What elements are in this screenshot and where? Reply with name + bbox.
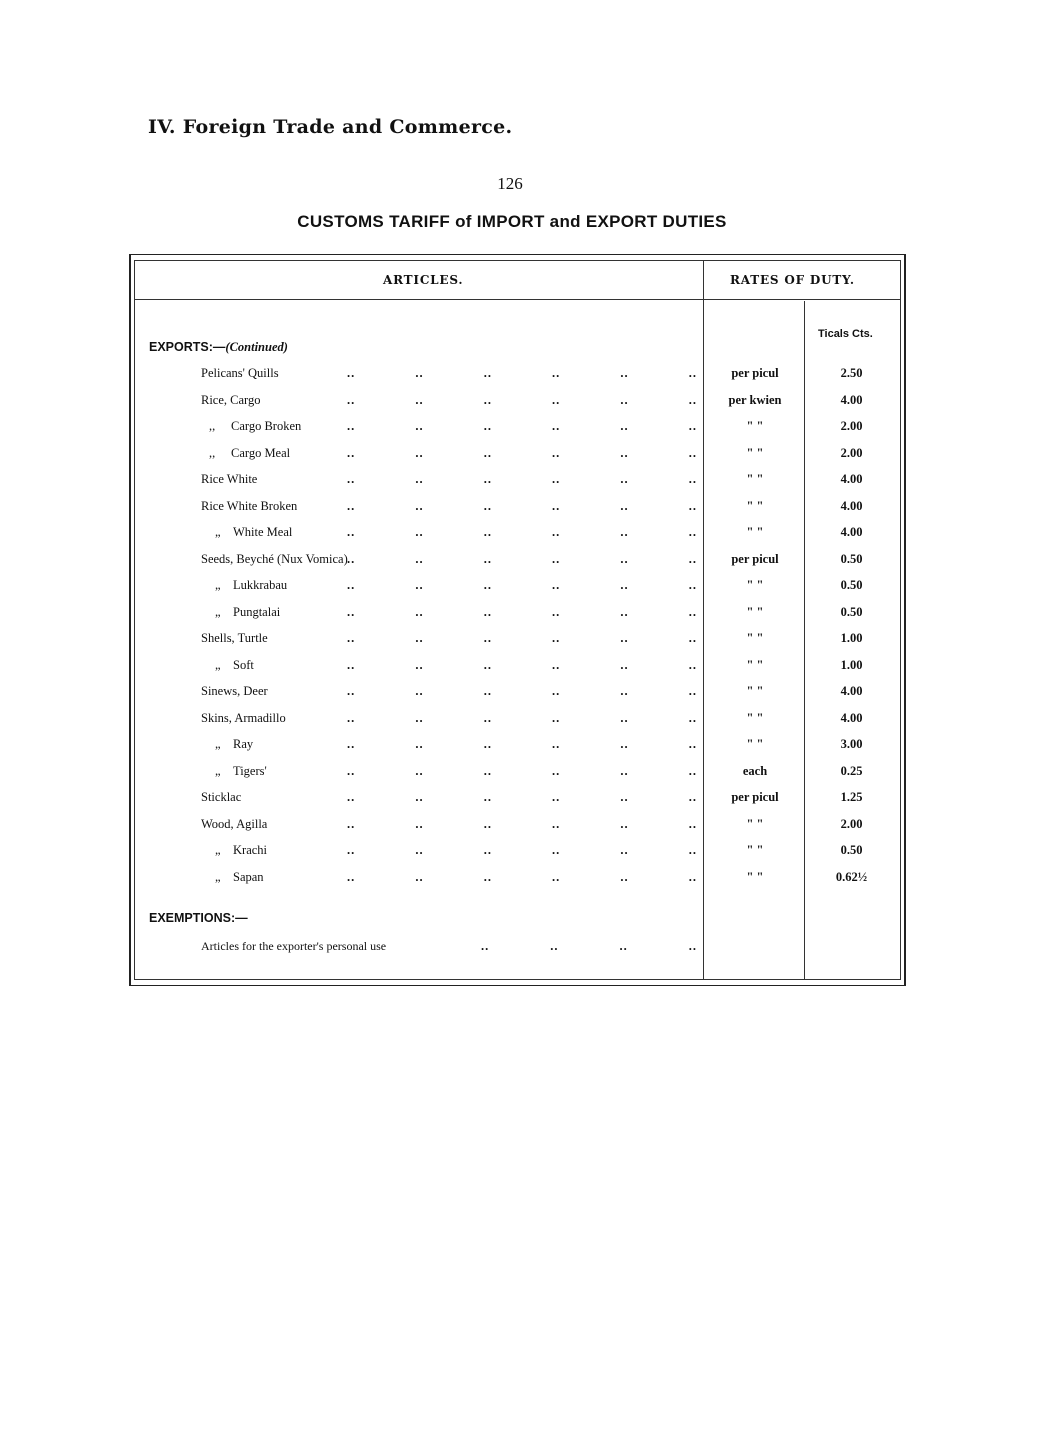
table-row: [129, 843, 906, 869]
article-name: [201, 446, 290, 461]
rate-cell: " ": [746, 631, 764, 645]
article-name: [201, 419, 301, 434]
leader-dots: ..: [415, 790, 424, 804]
leader-dots: ..: [688, 710, 697, 725]
table-row: [129, 552, 906, 578]
group-exports-note: (Continued): [225, 340, 288, 354]
leader-dots: ..: [415, 578, 424, 592]
leader-dots: ..: [552, 445, 561, 460]
leader-dots: ..: [552, 366, 561, 380]
leader-dots: ..: [620, 763, 629, 778]
leader-dots: ..: [688, 551, 697, 566]
rate-cell: each: [742, 763, 768, 778]
leader-dots: ..: [347, 710, 356, 725]
rate-cell: " ": [746, 843, 764, 857]
leader-dots-row: [347, 419, 697, 434]
rate-cell: " ": [746, 710, 764, 725]
leader-dots: ..: [688, 604, 697, 619]
rate-cell: " ": [746, 472, 764, 486]
article-name: [201, 870, 264, 885]
leader-dots-row: [347, 790, 697, 805]
article-label: Rice White Broken: [201, 498, 298, 513]
leader-dots: ..: [483, 737, 492, 751]
rate-cell: " ": [746, 604, 764, 619]
table-row: [129, 525, 906, 551]
leader-dots: ..: [552, 578, 561, 592]
leader-dots-row: [347, 631, 697, 646]
article-label: Rice White: [201, 472, 258, 486]
leader-dots: ..: [620, 631, 629, 645]
group-exports-label: EXPORTS:—: [149, 340, 226, 354]
leader-dots: ..: [347, 684, 356, 698]
rate-cell: " ": [746, 816, 764, 831]
group-exemptions: EXEMPTIONS:—: [149, 911, 248, 925]
duty-cell: 2.50: [840, 366, 863, 380]
article-name: [201, 764, 267, 779]
leader-dots: ..: [620, 869, 629, 884]
leader-dots-row: [347, 737, 697, 752]
rate-cell: " ": [746, 498, 764, 513]
leader-dots: ..: [483, 472, 492, 486]
leader-dots: ..: [688, 445, 697, 460]
leader-dots-row: [347, 393, 697, 408]
ditto-mark: „: [215, 737, 221, 751]
leader-dots: ..: [620, 604, 629, 619]
leader-dots: ..: [552, 790, 561, 804]
leader-dots: ..: [688, 419, 697, 433]
leader-dots: ..: [688, 816, 697, 831]
rate-cell: per picul: [731, 790, 779, 804]
leader-dots: ..: [552, 684, 561, 698]
duty-cell: 1.00: [840, 631, 863, 645]
article-name: [201, 393, 260, 408]
article-name: [201, 737, 253, 752]
leader-dots: ..: [620, 551, 629, 566]
duty-cell: 2.00: [840, 445, 863, 460]
leader-dots: ..: [347, 392, 356, 407]
leader-dots: ..: [347, 419, 356, 433]
leader-dots: ..: [483, 763, 492, 778]
leader-dots: ..: [483, 869, 492, 884]
leader-dots: ..: [347, 525, 356, 539]
leader-dots: ..: [483, 657, 492, 672]
leader-dots: ..: [415, 816, 424, 831]
leader-dots-row: [347, 764, 697, 779]
leader-dots: ..: [620, 684, 629, 698]
leader-dots-row: [347, 366, 697, 381]
leader-dots: ..: [483, 419, 492, 433]
leader-dots: ..: [620, 816, 629, 831]
duty-cell: 4.00: [840, 498, 863, 513]
leader-dots: ..: [688, 498, 697, 513]
leader-dots: ..: [620, 710, 629, 725]
leader-dots: ..: [552, 604, 561, 619]
leader-dots: ..: [347, 472, 356, 486]
duty-cell: 4.00: [840, 525, 863, 539]
rate-cell: " ": [746, 578, 764, 592]
leader-dots: ..: [483, 445, 492, 460]
leader-dots: ..: [688, 525, 697, 539]
leader-dots: ..: [620, 392, 629, 407]
article-name: [201, 525, 292, 540]
article-name: [201, 631, 268, 646]
ditto-mark: „: [215, 763, 221, 778]
table-row: [129, 446, 906, 472]
leader-dots: ..: [620, 790, 629, 804]
leader-dots: ..: [620, 737, 629, 751]
leader-dots: ..: [620, 445, 629, 460]
article-name: [201, 552, 348, 567]
leader-dots: ..: [347, 816, 356, 831]
rate-cell: " ": [746, 419, 764, 433]
table-row: [129, 631, 906, 657]
article-label: Tigers': [233, 763, 267, 778]
duty-cell: 0.50: [840, 578, 863, 592]
leader-dots: ..: [552, 419, 561, 433]
leader-dots: ..: [415, 710, 424, 725]
ditto-mark: ,,: [209, 445, 216, 460]
leader-dots: ..: [415, 843, 424, 857]
leader-dots: ..: [620, 419, 629, 433]
ditto-mark: „: [215, 843, 221, 857]
article-name: [201, 843, 267, 858]
ditto-mark: „: [215, 869, 221, 884]
tariff-table: [129, 254, 906, 986]
leader-dots: ..: [552, 737, 561, 751]
leader-dots-row: [347, 578, 697, 593]
leader-dots: ..: [620, 498, 629, 513]
article-label: Cargo Meal: [231, 445, 291, 460]
leader-dots: ..: [415, 604, 424, 619]
article-label: Rice, Cargo: [201, 392, 261, 407]
leader-dots: ..: [483, 551, 492, 566]
leader-dots-row: [347, 711, 697, 726]
article-name: [201, 684, 268, 699]
article-name: [201, 790, 241, 805]
leader-dots: ..: [620, 525, 629, 539]
duty-cell: 2.00: [840, 816, 863, 831]
article-label: Sapan: [233, 869, 264, 884]
article-label: Sinews, Deer: [201, 684, 268, 698]
duty-cell: 4.00: [840, 472, 863, 486]
table-row: [129, 605, 906, 631]
leader-dots: ..: [552, 843, 561, 857]
table-row: [129, 684, 906, 710]
leader-dots: ..: [483, 392, 492, 407]
leader-dots: ..: [688, 392, 697, 407]
article-label: Pungtalai: [233, 604, 281, 619]
leader-dots: ..: [415, 869, 424, 884]
leader-dots: ..: [483, 604, 492, 619]
column-header-rates: RATES OF DUTY.: [730, 273, 855, 287]
leader-dots: ..: [347, 843, 356, 857]
leader-dots-row: [347, 870, 697, 885]
leader-dots: ..: [552, 816, 561, 831]
leader-dots: ..: [483, 578, 492, 592]
leader-dots: ..: [550, 939, 559, 953]
leader-dots: ..: [347, 869, 356, 884]
leader-dots: ..: [688, 763, 697, 778]
leader-dots-row: [347, 499, 697, 514]
leader-dots: ..: [688, 684, 697, 698]
article-name: [201, 578, 287, 593]
article-label: Wood, Agilla: [201, 816, 268, 831]
duty-cell: 0.50: [840, 551, 863, 566]
leader-dots: ..: [688, 578, 697, 592]
leader-dots: ..: [688, 939, 697, 953]
table-row: [129, 817, 906, 843]
leader-dots: ..: [415, 551, 424, 566]
leader-dots-row: [347, 817, 697, 832]
article-label: Cargo Broken: [231, 419, 302, 433]
leader-dots: ..: [347, 631, 356, 645]
leader-dots-row: [347, 525, 697, 540]
leader-dots: ..: [347, 657, 356, 672]
rate-cell: per picul: [731, 366, 779, 380]
leader-dots-row: [347, 605, 697, 620]
leader-dots: ..: [552, 551, 561, 566]
article-label: Soft: [233, 657, 254, 672]
leader-dots: ..: [552, 657, 561, 672]
ditto-mark: „: [215, 525, 221, 539]
article-label: Pelicans' Quills: [201, 366, 279, 380]
leader-dots-row: [347, 552, 697, 567]
leader-dots: ..: [619, 939, 628, 953]
leader-dots-row: [347, 658, 697, 673]
exemption-item: Articles for the exporter's personal use: [201, 939, 387, 953]
leader-dots: ..: [483, 710, 492, 725]
duty-cell: 0.50: [840, 604, 863, 619]
leader-dots: ..: [415, 525, 424, 539]
table-row: [129, 870, 906, 896]
leader-dots: ..: [415, 737, 424, 751]
article-name: [201, 366, 279, 381]
leader-dots: ..: [483, 790, 492, 804]
leader-dots-row: [347, 446, 697, 461]
group-exports: [149, 340, 288, 355]
leader-dots: ..: [552, 525, 561, 539]
leader-dots: ..: [347, 737, 356, 751]
leader-dots: ..: [688, 472, 697, 486]
article-label: Lukkrabau: [233, 578, 288, 592]
ditto-mark: „: [215, 578, 221, 592]
leader-dots: ..: [415, 657, 424, 672]
leader-dots: ..: [552, 498, 561, 513]
units-label: Ticals Cts.: [818, 328, 873, 340]
article-label: Seeds, Beyché (Nux Vomica): [201, 551, 348, 566]
rate-cell: per picul: [731, 551, 779, 566]
leader-dots: ..: [415, 366, 424, 380]
article-name: [201, 658, 254, 673]
duty-cell: 1.25: [840, 790, 863, 804]
exemption-leaders: [481, 939, 697, 954]
rate-cell: " ": [746, 737, 764, 751]
table-row: [129, 366, 906, 392]
leader-dots: ..: [347, 445, 356, 460]
leader-dots: ..: [552, 392, 561, 407]
duty-cell: 2.00: [840, 419, 863, 433]
leader-dots: ..: [552, 763, 561, 778]
duty-cell: 4.00: [840, 684, 863, 698]
leader-dots: ..: [415, 631, 424, 645]
table-row: [129, 711, 906, 737]
leader-dots: ..: [688, 843, 697, 857]
leader-dots: ..: [620, 843, 629, 857]
leader-dots: ..: [620, 472, 629, 486]
leader-dots: ..: [347, 604, 356, 619]
duty-cell: 0.62½: [835, 869, 868, 884]
leader-dots: ..: [620, 657, 629, 672]
rate-cell: " ": [746, 525, 764, 539]
leader-dots: ..: [483, 843, 492, 857]
ditto-mark: ,,: [209, 419, 216, 433]
article-name: [201, 472, 257, 487]
leader-dots: ..: [347, 498, 356, 513]
leader-dots: ..: [415, 419, 424, 433]
article-label: White Meal: [233, 525, 293, 539]
leader-dots: ..: [483, 631, 492, 645]
ditto-mark: „: [215, 657, 221, 672]
article-name: [201, 499, 297, 514]
article-label: Shells, Turtle: [201, 631, 268, 645]
leader-dots: ..: [620, 578, 629, 592]
article-label: Krachi: [233, 843, 268, 857]
leader-dots: ..: [347, 763, 356, 778]
leader-dots: ..: [347, 790, 356, 804]
article-label: Skins, Armadillo: [201, 710, 286, 725]
leader-dots: ..: [620, 366, 629, 380]
leader-dots: ..: [688, 737, 697, 751]
leader-dots: ..: [483, 816, 492, 831]
leader-dots-row: [347, 472, 697, 487]
duty-cell: 4.00: [840, 710, 863, 725]
table-row: [129, 472, 906, 498]
table-row: [129, 764, 906, 790]
leader-dots: ..: [415, 763, 424, 778]
leader-dots: ..: [688, 869, 697, 884]
leader-dots: ..: [481, 939, 490, 953]
table-row: [129, 499, 906, 525]
leader-dots: ..: [688, 366, 697, 380]
leader-dots: ..: [483, 498, 492, 513]
ditto-mark: „: [215, 604, 221, 619]
article-name: [201, 817, 267, 832]
article-name: [201, 711, 286, 726]
table-row: [129, 393, 906, 419]
leader-dots: ..: [347, 578, 356, 592]
leader-dots: ..: [552, 631, 561, 645]
leader-dots: ..: [483, 525, 492, 539]
leader-dots: ..: [415, 392, 424, 407]
header-rule: [134, 299, 901, 300]
duty-cell: 1.00: [840, 657, 863, 672]
table-row: [129, 578, 906, 604]
rate-cell: " ": [746, 657, 764, 672]
table-row: [129, 419, 906, 445]
table-row: [129, 658, 906, 684]
column-header-articles: ARTICLES.: [383, 273, 464, 287]
table-row: [129, 737, 906, 763]
rate-cell: " ": [746, 869, 764, 884]
article-label: Ray: [233, 737, 254, 751]
leader-dots: ..: [552, 710, 561, 725]
leader-dots: ..: [688, 657, 697, 672]
leader-dots: ..: [552, 869, 561, 884]
article-label: Sticklac: [201, 790, 242, 804]
tariff-title: CUSTOMS TARIFF of IMPORT and EXPORT DUTIES: [297, 212, 727, 231]
leader-dots: ..: [415, 445, 424, 460]
leader-dots: ..: [347, 551, 356, 566]
duty-cell: 0.50: [840, 843, 863, 857]
rate-cell: per kwien: [728, 392, 782, 407]
leader-dots: ..: [688, 790, 697, 804]
rate-cell: " ": [746, 445, 764, 460]
leader-dots-row: [347, 684, 697, 699]
leader-dots: ..: [688, 631, 697, 645]
leader-dots: ..: [552, 472, 561, 486]
leader-dots: ..: [415, 684, 424, 698]
leader-dots: ..: [483, 366, 492, 380]
duty-cell: 4.00: [840, 392, 863, 407]
leader-dots: ..: [347, 366, 356, 380]
duty-cell: 0.25: [840, 763, 863, 778]
leader-dots: ..: [415, 472, 424, 486]
section-heading: IV. Foreign Trade and Commerce.: [148, 116, 513, 138]
leader-dots-row: [347, 843, 697, 858]
leader-dots: ..: [415, 498, 424, 513]
duty-cell: 3.00: [840, 737, 863, 751]
article-name: [201, 605, 280, 620]
rate-cell: " ": [746, 684, 764, 698]
page-number: 126: [497, 174, 523, 193]
table-row: [129, 790, 906, 816]
leader-dots: ..: [483, 684, 492, 698]
